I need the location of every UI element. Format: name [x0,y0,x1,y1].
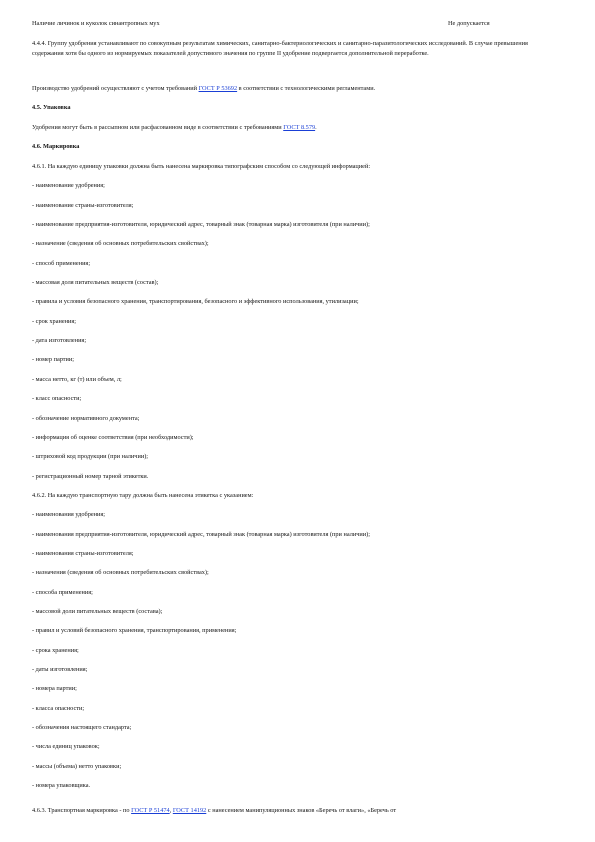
list-item: - номера партии; [32,685,77,692]
paragraph-4-4-4: 4.4.4. Группу удобрения устанавливают по совокупным результатам химических, санитарно-бактериологических и санитарно-паразитологических исследований. В случае превышения содержания хотя бы одного из нормируемых показателей допустимого значения по группе II удобрение подвергается дополнительной переработке. [32,40,528,57]
paragraph-production: Производство удобрений осуществляют с учетом требований ГОСТ Р 53692 в соответствии с технологическими регламентами. [32,85,376,92]
list-item: - регистрационный номер тарной этикетки. [32,473,149,480]
list-item: - штриховой код продукции (при наличии); [32,453,149,460]
list-item: - даты изготовления; [32,666,88,673]
heading-4-5: 4.5. Упаковка [32,104,71,111]
list-item: - срок хранения; [32,318,77,325]
list-item: - числа единиц упаковок; [32,743,100,750]
list-item: - массы (объема) нетто упаковки; [32,763,122,770]
list-item: - наименования страны-изготовителя; [32,550,134,557]
list-item: - дата изготовления; [32,337,87,344]
list-item: - способ применения; [32,260,91,267]
list-item: - массовая доля питательных веществ (состав); [32,279,159,286]
list-item: - срока хранения; [32,647,79,654]
list-item: - назначения (сведения об основных потребительских свойствах); [32,569,209,576]
paragraph-4-5: Удобрения могут быть в рассыпном или расфасованном виде в соответствии с требованиями ГОСТ 8.579. [32,124,317,131]
heading-4-6: 4.6. Маркировка [32,143,80,150]
table-row-left: Наличие личинок и куколок синантропных мух [32,20,160,27]
list-item: - правила и условия безопасного хранения, транспортирования, безопасного и эффективного использования, утилизации; [32,298,359,305]
table-row-right: Не допускается [448,20,490,27]
list-item: - способа применения; [32,589,93,596]
list-item: - наименование страны-изготовителя; [32,202,134,209]
list-item: - наименования удобрения; [32,511,106,518]
list-item: - номер партии; [32,356,75,363]
list-item: - обозначения настоящего стандарта; [32,724,132,731]
gost-14192-link[interactable]: ГОСТ 14192 [172,807,207,814]
list-item: - наименования предприятия-изготовителя, юридический адрес, товарный знак (товарная марка) изготовителя (при наличии); [32,531,370,538]
list-item: - класса опасности; [32,705,85,712]
paragraph-4-6-1: 4.6.1. На каждую единицу упаковки должна быть нанесена маркировка типографским способом со следующей информацией: [32,163,371,170]
list-item: - класс опасности; [32,395,82,402]
list-item: - правил и условий безопасного хранения, транспортирования, применения; [32,627,237,634]
list-item: - масса нетто, кг (т) или объем, л; [32,376,122,383]
list-item: - номера упаковщика. [32,782,91,789]
paragraph-4-6-3: 4.6.3. Транспортная маркировка - по ГОСТ Р 51474, ГОСТ 14192 с нанесением манипуляционных знаков «Беречь от влаги», «Беречь от [32,807,397,814]
list-item: - наименование предприятия-изготовителя, юридический адрес, товарный знак (товарная марка) изготовителя (при наличии); [32,221,370,228]
gost-r-53692-link[interactable]: ГОСТ Р 53692 [198,85,238,92]
list-item: - наименование удобрения; [32,182,105,189]
list-item: - массовой доли питательных веществ (состава); [32,608,163,615]
list-item: - назначение (сведения об основных потребительских свойствах); [32,240,209,247]
gost-r-51474-link[interactable]: ГОСТ Р 51474 [131,807,170,814]
list-item: - информация об оценке соответствия (при необходимости); [32,434,194,441]
gost-8-579-link[interactable]: ГОСТ 8.579 [283,124,316,131]
paragraph-4-6-2: 4.6.2. На каждую транспортную тару должна быть нанесена этикетка с указанием: [32,492,254,499]
list-item: - обозначение нормативного документа; [32,415,140,422]
